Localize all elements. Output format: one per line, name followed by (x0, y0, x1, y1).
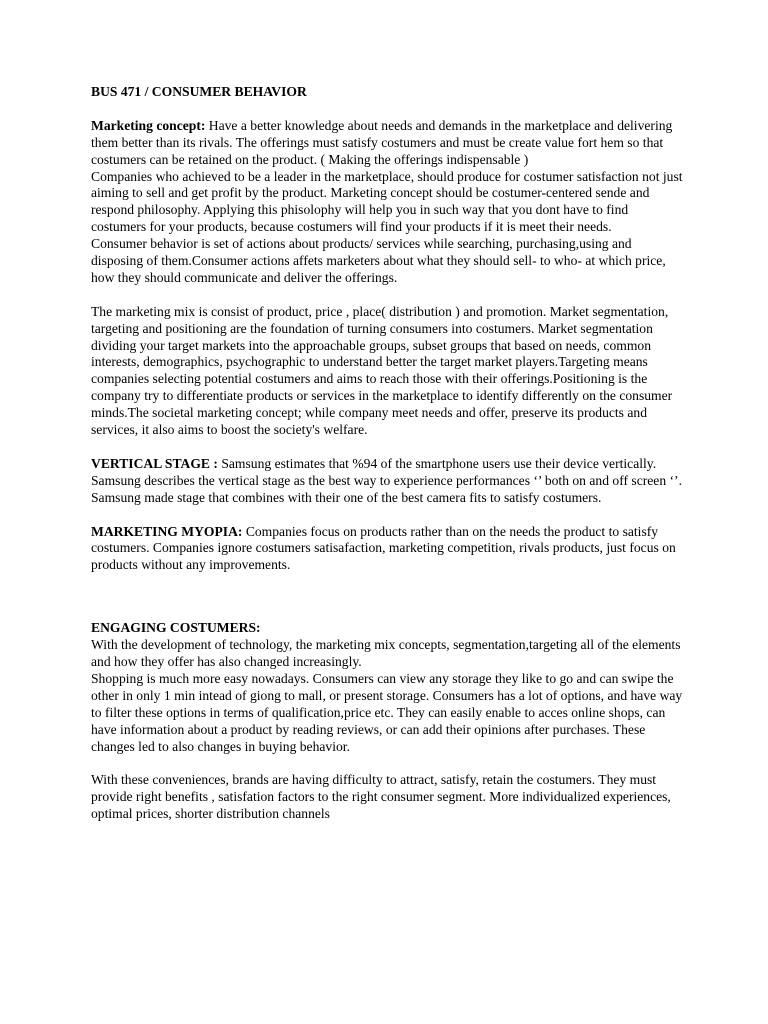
conveniences-paragraph: With these conveniences, brands are having difficulty to attract, satisfy, retain the costumers. They must provide right benefits , satisfation factors to the right consumer segment. More individualized experiences, optimal prices, shorter distribution channels (91, 772, 671, 822)
samsung-stage-paragraph: Samsung made stage that combines with their one of the best camera fits to satisfy costumers. (91, 489, 602, 505)
market-leader-paragraph: Companies who achieved to be a leader in the marketplace, should produce for costumer satisfaction not just aiming to sell and get profit by the product. Marketing concept should be costumer-centered sende and respond philosophy. Applying this phisolophy will help you in such way that you dont have to find costumers for your products, because costumers will find your products if it is meet their needs. (91, 168, 683, 235)
spacer (91, 439, 683, 456)
document-page (91, 84, 683, 823)
marketing-myopia-label: MARKETING MYOPIA: (91, 523, 243, 539)
marketing-concept-label: Marketing concept: (91, 117, 206, 133)
spacer (91, 507, 683, 524)
marketing-myopia-paragraph (91, 524, 683, 575)
spacer (91, 755, 683, 772)
technology-paragraph: With the development of technology, the marketing mix concepts, segmentation,targeting all of the elements and how they offer has also changed increasingly. (91, 637, 681, 670)
vertical-stage-label: VERTICAL STAGE : (91, 455, 218, 471)
engaging-costumers-heading: ENGAGING COSTUMERS: (91, 620, 261, 636)
spacer (91, 574, 683, 620)
marketing-mix-paragraph: The marketing mix is consist of product, price , place( distribution ) and promotion. Market segmentation, targeting and positioning are the foundation of turning consumers into costumers. Market segmentation dividing your target markets into the approachable groups, subset groups that based on needs, common interests, demographics, psychographic to understand better the target market players.Targeting means companies selecting potential costumers and aims to reach those with their offerings.Positioning is the company try to differentiate products or services in the marketplace to identify differently on the consumer minds.The societal marketing concept; while company meet needs and offer, preserve its products and services, it also aims to boost the society's welfare. (91, 303, 673, 438)
vertical-stage-text: Samsung estimates that %94 of the smartphone users use their device vertically. Samsung describes the vertical stage as the best way to experience performances ‘’ both on and off screen ‘’. (91, 455, 682, 488)
spacer (91, 101, 683, 118)
document-title: BUS 471 / CONSUMER BEHAVIOR (91, 84, 307, 99)
marketing-concept-text: Have a better knowledge about needs and demands in the marketplace and delivering them better than its rivals. The offerings must satisfy costumers and must be create value fort hem so that costumers can be retained on the product. ( Making the offerings indispensable ) (91, 117, 673, 167)
spacer (91, 287, 683, 304)
consumer-behavior-paragraph: Consumer behavior is set of actions about products/ services while searching, purchasing,using and disposing of them.Consumer actions affets marketers about what they should sell- to who- at which price, how they should communicate and deliver the offerings. (91, 236, 666, 285)
vertical-stage-paragraph (91, 456, 683, 490)
marketing-myopia-text: Companies focus on products rather than on the needs the product to satisfy costumers. Companies ignore costumers satisafaction, marketing competition, rivals products, just focus on products without any improvements. (91, 523, 676, 573)
marketing-concept-paragraph (91, 118, 683, 169)
shopping-paragraph: Shopping is much more easy nowadays. Consumers can view any storage they like to go and can swipe the other in only 1 min intead of giong to mall, or present storage. Consumers has a lot of options, and have way to filter these options in terms of qualification,price etc. They can easily enable to acces online shops, can have information about a product by reading reviews, or can add their opinions after purchases. These changes led to also changes in buying behavior. (91, 670, 683, 754)
